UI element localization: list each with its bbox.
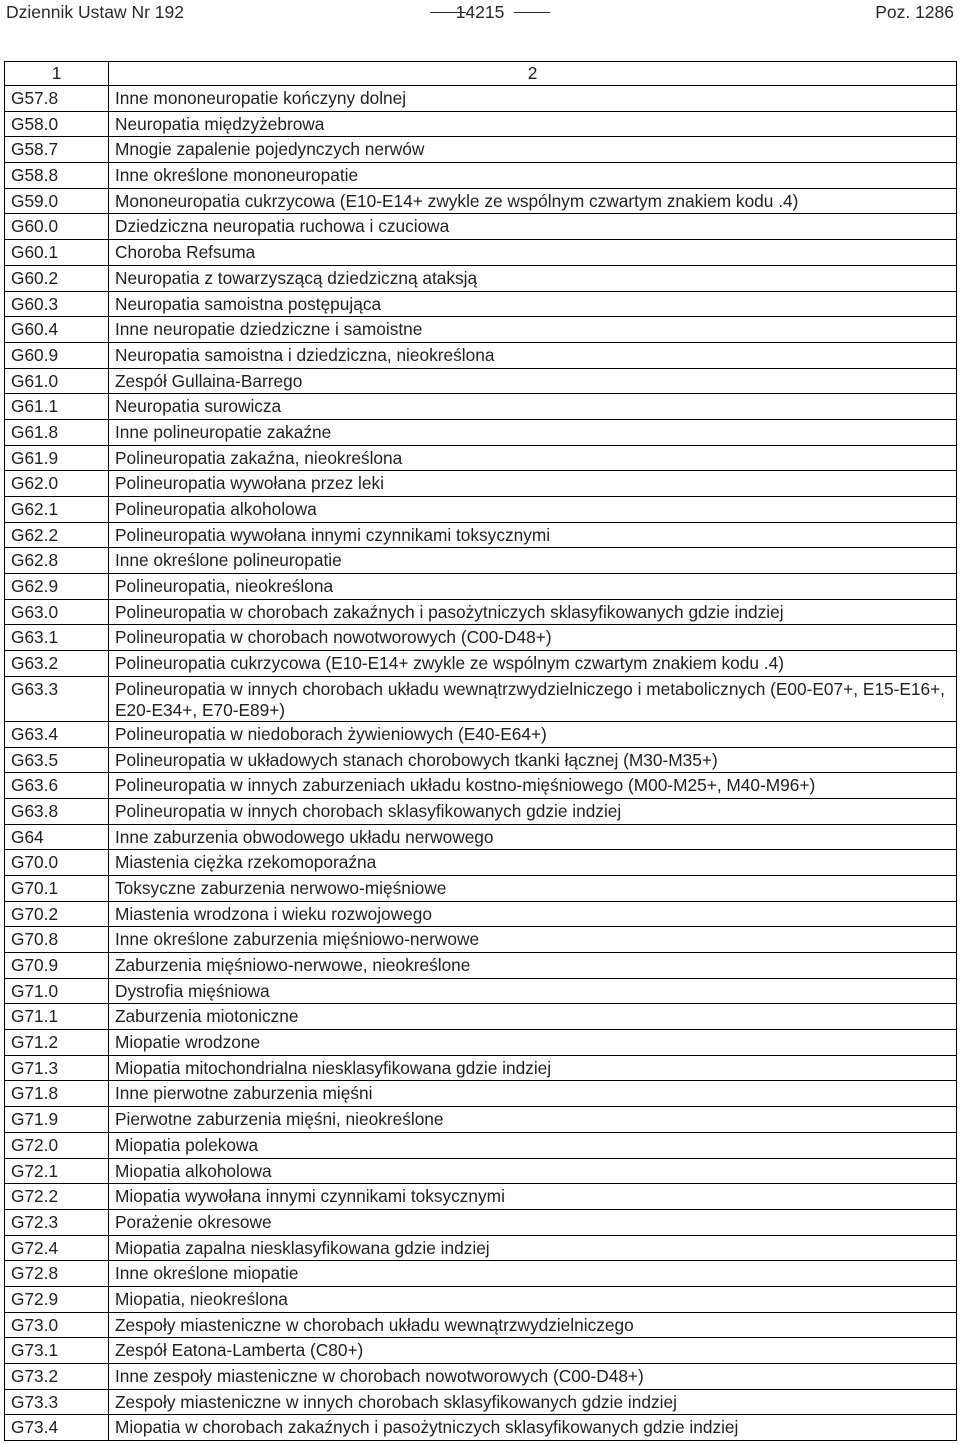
icd-code-cell: G62.1 xyxy=(5,497,109,523)
table-row xyxy=(5,1107,957,1133)
icd-code-cell: G61.8 xyxy=(5,419,109,445)
table-row xyxy=(5,1055,957,1081)
table-row xyxy=(5,1389,957,1415)
icd-code-cell: G60.4 xyxy=(5,317,109,343)
icd-code-cell: G73.0 xyxy=(5,1312,109,1338)
icd-code-cell: G63.8 xyxy=(5,798,109,824)
table-row xyxy=(5,850,957,876)
table-row xyxy=(5,651,957,677)
diagnosis-description-cell: Miopatia, nieokreślona xyxy=(109,1286,957,1312)
diagnosis-description-cell: Pierwotne zaburzenia mięśni, nieokreślone xyxy=(109,1107,957,1133)
icd-code-cell: G71.2 xyxy=(5,1030,109,1056)
icd-code-cell: G63.4 xyxy=(5,721,109,747)
icd-code-cell: G58.7 xyxy=(5,137,109,163)
diagnosis-description-cell: Choroba Refsuma xyxy=(109,240,957,266)
page-header xyxy=(0,0,960,28)
journal-title: Dziennik Ustaw Nr 192 xyxy=(6,2,184,22)
icd-code-cell: G61.9 xyxy=(5,445,109,471)
table-row xyxy=(5,214,957,240)
icd-code-cell: G63.5 xyxy=(5,747,109,773)
icd-code-cell: G71.9 xyxy=(5,1107,109,1133)
icd-code-cell: G62.8 xyxy=(5,548,109,574)
icd-code-cell: G70.8 xyxy=(5,927,109,953)
header-dash-right xyxy=(514,12,550,13)
diagnosis-description-cell: Miopatia wywołana innymi czynnikami toksycznymi xyxy=(109,1184,957,1210)
table-row xyxy=(5,265,957,291)
table-row xyxy=(5,978,957,1004)
table-row xyxy=(5,342,957,368)
icd-code-cell: G60.3 xyxy=(5,291,109,317)
icd-code-cell: G72.8 xyxy=(5,1261,109,1287)
icd-code-cell: G64 xyxy=(5,824,109,850)
diagnosis-description-cell: Miopatia polekowa xyxy=(109,1132,957,1158)
table-row xyxy=(5,676,957,721)
diagnosis-description-cell: Miopatie wrodzone xyxy=(109,1030,957,1056)
table-row xyxy=(5,1235,957,1261)
icd-code-cell: G72.9 xyxy=(5,1286,109,1312)
table-row xyxy=(5,291,957,317)
diagnosis-description-cell: Neuropatia samoistna postępująca xyxy=(109,291,957,317)
table-row xyxy=(5,1364,957,1390)
icd-code-cell: G60.0 xyxy=(5,214,109,240)
table-row xyxy=(5,901,957,927)
icd-code-cell: G58.0 xyxy=(5,111,109,137)
diagnosis-description-cell: Polineuropatia w innych chorobach sklasyfikowanych gdzie indziej xyxy=(109,798,957,824)
icd-code-cell: G70.9 xyxy=(5,953,109,979)
table-row xyxy=(5,497,957,523)
table-row xyxy=(5,625,957,651)
icd-code-cell: G62.2 xyxy=(5,522,109,548)
table-row xyxy=(5,86,957,112)
diagnosis-description-cell: Inne pierwotne zaburzenia mięśni xyxy=(109,1081,957,1107)
page-number: 14215 xyxy=(455,2,505,22)
icd-code-cell: G60.9 xyxy=(5,342,109,368)
position-number: Poz. 1286 xyxy=(875,2,954,22)
diagnosis-description-cell: Polineuropatia w niedoborach żywieniowych (E40-E64+) xyxy=(109,721,957,747)
diagnosis-description-cell: Neuropatia surowicza xyxy=(109,394,957,420)
icd-code-cell: G63.2 xyxy=(5,651,109,677)
icd-code-cell: G60.2 xyxy=(5,265,109,291)
table-row xyxy=(5,1184,957,1210)
icd-code-cell: G63.3 xyxy=(5,676,109,721)
table-row xyxy=(5,1286,957,1312)
icd-code-cell: G63.6 xyxy=(5,773,109,799)
diagnosis-description-cell: Polineuropatia wywołana innymi czynnikami toksycznymi xyxy=(109,522,957,548)
diagnosis-description-cell: Inne polineuropatie zakaźne xyxy=(109,419,957,445)
diagnosis-description-cell: Polineuropatia alkoholowa xyxy=(109,497,957,523)
table-row xyxy=(5,368,957,394)
icd-code-cell: G71.8 xyxy=(5,1081,109,1107)
icd-code-cell: G63.1 xyxy=(5,625,109,651)
diagnosis-description-cell: Polineuropatia zakaźna, nieokreślona xyxy=(109,445,957,471)
diagnosis-description-cell: Toksyczne zaburzenia nerwowo-mięśniowe xyxy=(109,875,957,901)
diagnosis-description-cell: Zespoły miasteniczne w innych chorobach sklasyfikowanych gdzie indziej xyxy=(109,1389,957,1415)
icd-code-cell: G71.0 xyxy=(5,978,109,1004)
table-row xyxy=(5,798,957,824)
diagnosis-description-cell: Neuropatia międzyżebrowa xyxy=(109,111,957,137)
diagnosis-description-cell: Polineuropatia wywołana przez leki xyxy=(109,471,957,497)
table-row xyxy=(5,574,957,600)
column-header-2: 2 xyxy=(109,62,957,86)
icd-code-cell: G57.8 xyxy=(5,86,109,112)
diagnosis-description-cell: Inne określone mononeuropatie xyxy=(109,163,957,189)
table-row xyxy=(5,953,957,979)
table-row xyxy=(5,599,957,625)
diagnosis-description-cell: Porażenie okresowe xyxy=(109,1209,957,1235)
table-row xyxy=(5,240,957,266)
icd-code-cell: G73.4 xyxy=(5,1415,109,1441)
table-row xyxy=(5,188,957,214)
table-row xyxy=(5,927,957,953)
icd-code-cell: G73.1 xyxy=(5,1338,109,1364)
icd-code-cell: G62.9 xyxy=(5,574,109,600)
icd-code-cell: G70.0 xyxy=(5,850,109,876)
icd-code-cell: G71.1 xyxy=(5,1004,109,1030)
table-row xyxy=(5,1415,957,1441)
table-row xyxy=(5,773,957,799)
diagnosis-description-cell: Polineuropatia w układowych stanach chorobowych tkanki łącznej (M30-M35+) xyxy=(109,747,957,773)
table-row xyxy=(5,111,957,137)
table-row xyxy=(5,522,957,548)
diagnosis-description-cell: Zespół Gullaina-Barrego xyxy=(109,368,957,394)
table-row xyxy=(5,1209,957,1235)
diagnosis-description-cell: Inne określone miopatie xyxy=(109,1261,957,1287)
table-row xyxy=(5,1081,957,1107)
table-header-row xyxy=(5,62,957,86)
icd-code-cell: G59.0 xyxy=(5,188,109,214)
table-row xyxy=(5,1004,957,1030)
icd-code-cell: G72.4 xyxy=(5,1235,109,1261)
icd-code-cell: G61.1 xyxy=(5,394,109,420)
diagnosis-description-cell: Polineuropatia cukrzycowa (E10-E14+ zwykle ze wspólnym czwartym znakiem kodu .4) xyxy=(109,651,957,677)
table-row xyxy=(5,548,957,574)
diagnosis-description-cell: Polineuropatia w chorobach nowotworowych (C00-D48+) xyxy=(109,625,957,651)
diagnosis-description-cell: Polineuropatia w innych zaburzeniach układu kostno-mięśniowego (M00-M25+, M40-M96+) xyxy=(109,773,957,799)
icd-code-cell: G70.1 xyxy=(5,875,109,901)
table-row xyxy=(5,394,957,420)
icd-code-cell: G72.0 xyxy=(5,1132,109,1158)
icd-code-cell: G63.0 xyxy=(5,599,109,625)
diagnosis-description-cell: Zespoły miasteniczne w chorobach układu wewnątrzwydzielniczego xyxy=(109,1312,957,1338)
diagnosis-description-cell: Miastenia wrodzona i wieku rozwojowego xyxy=(109,901,957,927)
diagnosis-description-cell: Inne zaburzenia obwodowego układu nerwowego xyxy=(109,824,957,850)
diagnosis-description-cell: Polineuropatia, nieokreślona xyxy=(109,574,957,600)
icd-code-cell: G72.1 xyxy=(5,1158,109,1184)
diagnosis-description-cell: Inne określone polineuropatie xyxy=(109,548,957,574)
table-row xyxy=(5,1312,957,1338)
diagnosis-description-cell: Miastenia ciężka rzekomoporaźna xyxy=(109,850,957,876)
table-row xyxy=(5,1261,957,1287)
diagnosis-description-cell: Miopatia w chorobach zakaźnych i pasożytniczych sklasyfikowanych gdzie indziej xyxy=(109,1415,957,1441)
diagnosis-description-cell: Miopatia alkoholowa xyxy=(109,1158,957,1184)
diagnosis-description-cell: Neuropatia samoistna i dziedziczna, nieokreślona xyxy=(109,342,957,368)
diagnosis-description-cell: Inne neuropatie dziedziczne i samoistne xyxy=(109,317,957,343)
diagnosis-description-cell: Inne określone zaburzenia mięśniowo-nerwowe xyxy=(109,927,957,953)
table-row xyxy=(5,1158,957,1184)
icd-code-cell: G60.1 xyxy=(5,240,109,266)
column-header-1: 1 xyxy=(5,62,109,86)
diagnosis-description-cell: Neuropatia z towarzyszącą dziedziczną ataksją xyxy=(109,265,957,291)
table-row xyxy=(5,1132,957,1158)
table-row xyxy=(5,471,957,497)
table-row xyxy=(5,875,957,901)
table-row xyxy=(5,163,957,189)
table-row xyxy=(5,824,957,850)
table-row xyxy=(5,419,957,445)
diagnosis-description-cell: Zaburzenia mięśniowo-nerwowe, nieokreślone xyxy=(109,953,957,979)
diagnosis-description-cell: Polineuropatia w innych chorobach układu wewnątrzwydzielniczego i metabolicznych (E00-E07+, E15-E16+, E20-E34+, E70-E89+) xyxy=(109,676,957,721)
icd-code-cell: G73.3 xyxy=(5,1389,109,1415)
table-row xyxy=(5,721,957,747)
diagnosis-description-cell: Dystrofia mięśniowa xyxy=(109,978,957,1004)
diagnosis-description-cell: Mnogie zapalenie pojedynczych nerwów xyxy=(109,137,957,163)
icd-code-table xyxy=(4,61,957,1441)
icd-code-cell: G61.0 xyxy=(5,368,109,394)
icd-code-cell: G70.2 xyxy=(5,901,109,927)
diagnosis-description-cell: Inne mononeuropatie kończyny dolnej xyxy=(109,86,957,112)
diagnosis-description-cell: Dziedziczna neuropatia ruchowa i czuciowa xyxy=(109,214,957,240)
icd-code-cell: G62.0 xyxy=(5,471,109,497)
icd-code-cell: G58.8 xyxy=(5,163,109,189)
diagnosis-description-cell: Polineuropatia w chorobach zakaźnych i pasożytniczych sklasyfikowanych gdzie indziej xyxy=(109,599,957,625)
table-row xyxy=(5,137,957,163)
diagnosis-description-cell: Miopatia mitochondrialna niesklasyfikowana gdzie indziej xyxy=(109,1055,957,1081)
diagnosis-description-cell: Zaburzenia miotoniczne xyxy=(109,1004,957,1030)
icd-code-cell: G72.2 xyxy=(5,1184,109,1210)
icd-code-cell: G72.3 xyxy=(5,1209,109,1235)
diagnosis-description-cell: Inne zespoły miasteniczne w chorobach nowotworowych (C00-D48+) xyxy=(109,1364,957,1390)
icd-code-cell: G73.2 xyxy=(5,1364,109,1390)
table-row xyxy=(5,1338,957,1364)
table-row xyxy=(5,747,957,773)
table-row xyxy=(5,317,957,343)
diagnosis-description-cell: Zespół Eatona-Lamberta (C80+) xyxy=(109,1338,957,1364)
table-row xyxy=(5,445,957,471)
diagnosis-description-cell: Mononeuropatia cukrzycowa (E10-E14+ zwykle ze wspólnym czwartym znakiem kodu .4) xyxy=(109,188,957,214)
table-row xyxy=(5,1030,957,1056)
diagnosis-description-cell: Miopatia zapalna niesklasyfikowana gdzie indziej xyxy=(109,1235,957,1261)
icd-code-cell: G71.3 xyxy=(5,1055,109,1081)
